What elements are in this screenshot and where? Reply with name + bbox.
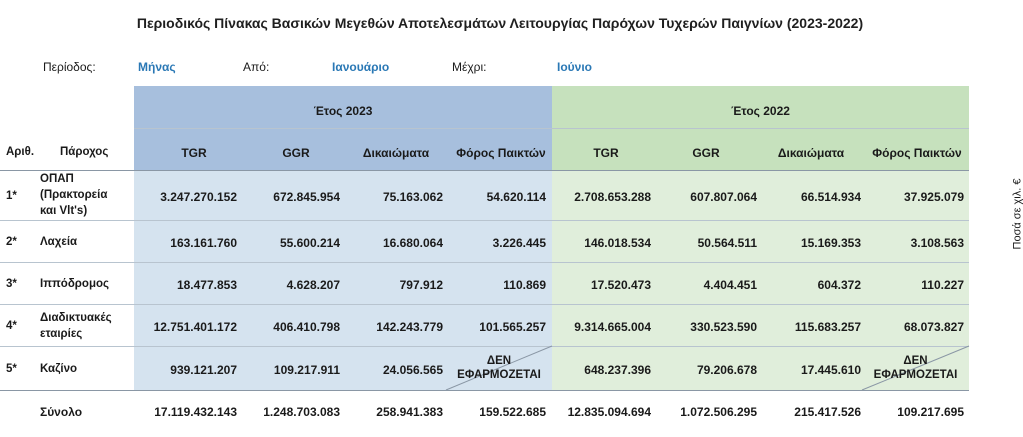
column-header-ggr-2023: GGR: [282, 146, 310, 160]
cell-value: 79.206.678: [696, 363, 757, 377]
total-value: 215.417.526: [794, 405, 861, 419]
cell-value: 163.161.760: [170, 236, 237, 250]
cell-value: 37.925.079: [903, 190, 964, 204]
column-header-rights-2023: Δικαιώματα: [362, 146, 430, 160]
not-applicable-note: ΔΕΝ ΕΦΑΡΜΟΖΕΤΑΙ: [457, 355, 541, 381]
row-provider: Ιππόδρομος: [40, 278, 109, 290]
cell-value: 3.108.563: [910, 236, 964, 250]
cell-value: 50.564.511: [697, 236, 757, 250]
row-number: 2*: [6, 236, 17, 248]
column-header-tgr-2023: TGR: [181, 146, 207, 160]
row-provider: ΟΠΑΠ: [40, 173, 74, 185]
cell-value: 939.121.207: [170, 363, 237, 377]
column-header-player-tax-2023: Φόρος Παικτών: [456, 146, 546, 160]
cell-value: 115.683.257: [794, 320, 861, 334]
from-label: Από:: [243, 60, 270, 74]
cell-value: 648.237.396: [584, 363, 651, 377]
cell-value: 12.751.401.172: [153, 320, 237, 334]
cell-value: 75.163.062: [382, 190, 443, 204]
cell-value: 54.620.114: [486, 190, 546, 204]
column-header-player-tax-2022: Φόρος Παικτών: [872, 146, 962, 160]
unit-label: Ποσά σε χιλ. €: [1011, 178, 1023, 250]
year-2023-heading: Έτος 2023: [313, 104, 373, 118]
row-provider: Λαχεία: [40, 236, 78, 248]
cell-value: 18.477.853: [176, 278, 237, 292]
column-header-rights-2022: Δικαιώματα: [777, 146, 845, 160]
row-provider: Καζίνο: [40, 363, 78, 375]
period-value: Μήνας: [138, 60, 176, 74]
cell-value: 672.845.954: [273, 190, 340, 204]
row-number: 4*: [6, 320, 17, 332]
cell-value: 110.869: [503, 278, 546, 292]
cell-value: 15.169.353: [800, 236, 861, 250]
cell-value: 68.073.827: [903, 320, 964, 334]
total-value: 258.941.383: [376, 405, 443, 419]
table-row-divider: [0, 304, 969, 305]
cell-value: 3.226.445: [492, 236, 546, 250]
header-divider: [134, 128, 969, 129]
row-number: 3*: [6, 278, 17, 290]
row-provider: και Vlt's): [40, 205, 88, 217]
table-row-divider: [0, 170, 969, 171]
column-header-number: Αριθ.: [6, 146, 35, 158]
total-value: 159.522.685: [479, 405, 546, 419]
from-value: Ιανουάριο: [332, 60, 390, 74]
row-provider: εταιρίες: [40, 328, 83, 340]
page-title: Περιοδικός Πίνακας Βασικών Μεγεθών Αποτελεσμάτων Λειτουργίας Παρόχων Τυχερών Παιγνίων (2023-2022): [136, 15, 864, 31]
cell-value: 604.372: [817, 278, 861, 292]
total-value: 109.217.695: [897, 405, 964, 419]
total-value: 12.835.094.694: [567, 405, 651, 419]
row-number: 1*: [6, 190, 17, 202]
cell-value: 4.628.207: [286, 278, 340, 292]
to-label: Μέχρι:: [452, 60, 487, 74]
cell-value: 406.410.798: [273, 320, 340, 334]
cell-value: 3.247.270.152: [160, 190, 237, 204]
cell-value: 4.404.451: [703, 278, 757, 292]
not-applicable-note: ΔΕΝ ΕΦΑΡΜΟΖΕΤΑΙ: [873, 355, 958, 381]
cell-value: 24.056.565: [382, 363, 443, 377]
period-label: Περίοδος:: [43, 60, 96, 74]
total-label: Σύνολο: [40, 405, 83, 419]
total-value: 17.119.432.143: [154, 405, 237, 419]
column-header-provider: Πάροχος: [60, 146, 109, 158]
cell-value: 55.600.214: [279, 236, 340, 250]
cell-value: 142.243.779: [376, 320, 443, 334]
row-provider: (Πρακτορεία: [40, 189, 108, 201]
cell-value: 110.227: [921, 278, 964, 292]
total-value: 1.072.506.295: [680, 405, 757, 419]
year-2022-heading: Έτος 2022: [731, 104, 790, 118]
table-row-divider: [0, 220, 969, 221]
column-header-ggr-2022: GGR: [692, 146, 720, 160]
cell-value: 17.520.473: [590, 278, 651, 292]
column-header-tgr-2022: TGR: [593, 146, 619, 160]
cell-value: 2.708.653.288: [574, 190, 651, 204]
row-provider: Διαδικτυακές: [40, 312, 112, 324]
to-value: Ιούνιο: [557, 60, 592, 74]
cell-value: 101.565.257: [479, 320, 546, 334]
total-value: 1.248.703.083: [263, 405, 340, 419]
cell-value: 9.314.665.004: [574, 320, 651, 334]
table-row-divider: [0, 262, 969, 263]
cell-value: 146.018.534: [584, 236, 651, 250]
row-number: 5*: [6, 363, 17, 375]
cell-value: 607.807.064: [690, 190, 757, 204]
cell-value: 109.217.911: [273, 363, 340, 377]
cell-value: 66.514.934: [800, 190, 861, 204]
cell-value: 16.680.064: [382, 236, 443, 250]
cell-value: 17.445.610: [800, 363, 861, 377]
cell-value: 330.523.590: [690, 320, 757, 334]
table-row-divider: [0, 390, 969, 391]
cell-value: 797.912: [399, 278, 443, 292]
